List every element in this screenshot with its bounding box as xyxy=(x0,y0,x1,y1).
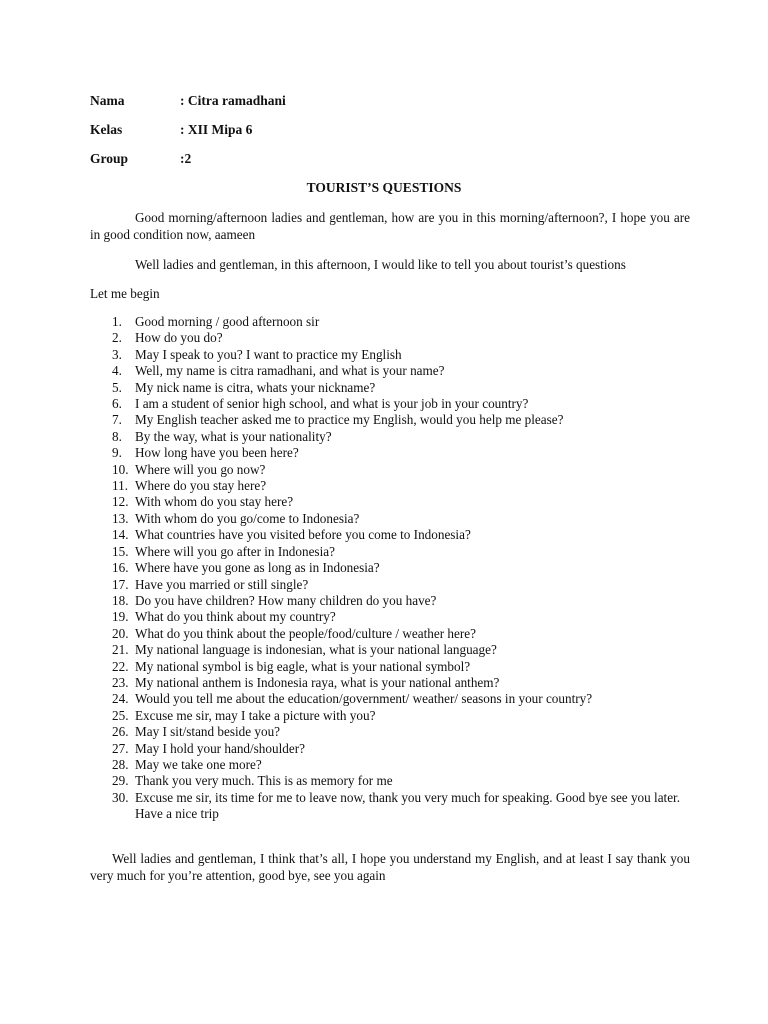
kelas-value: : XII Mipa 6 xyxy=(180,122,253,137)
question-item xyxy=(90,380,690,396)
question-text: I am a student of senior high school, and what is your job in your country? xyxy=(135,396,529,412)
question-text: Where will you go after in Indonesia? xyxy=(135,543,335,559)
question-number: 27. xyxy=(112,740,129,756)
question-item xyxy=(90,544,690,560)
question-item xyxy=(90,314,690,330)
question-text: May I sit/stand beside you? xyxy=(135,724,281,740)
question-item xyxy=(90,626,690,642)
question-item xyxy=(90,511,690,527)
question-item xyxy=(90,773,690,789)
question-text: What do you think about the people/food/culture / weather here? xyxy=(135,625,476,641)
question-item xyxy=(90,494,690,510)
question-number: 28. xyxy=(112,756,129,772)
intro-paragraph-1 xyxy=(90,210,690,243)
question-item xyxy=(90,445,690,461)
question-text: Have you married or still single? xyxy=(135,576,309,592)
question-text: Where have you gone as long as in Indonesia? xyxy=(135,560,380,576)
question-list xyxy=(90,314,690,823)
question-number: 16. xyxy=(112,560,129,576)
question-text: What do you think about my country? xyxy=(135,609,336,625)
question-number: 29. xyxy=(112,773,129,789)
question-number: 14. xyxy=(112,527,129,543)
question-item xyxy=(90,675,690,691)
group-value: :2 xyxy=(180,151,192,166)
question-number: 19. xyxy=(112,609,129,625)
question-item xyxy=(90,429,690,445)
question-text: Well, my name is citra ramadhani, and what is your name? xyxy=(135,363,445,379)
question-number: 4. xyxy=(112,363,122,379)
question-text: May I speak to you? I want to practice my English xyxy=(135,346,402,362)
nama-label: Nama xyxy=(90,93,125,108)
question-text: My English teacher asked me to practice my English, would you help me please? xyxy=(135,412,564,428)
question-item xyxy=(90,412,690,428)
question-item xyxy=(90,642,690,658)
question-text: Where will you go now? xyxy=(135,461,266,477)
question-number: 20. xyxy=(112,625,129,641)
nama-field xyxy=(90,93,286,109)
question-text: Thank you very much. This is as memory for me xyxy=(135,773,393,789)
question-number: 7. xyxy=(112,412,122,428)
question-number: 30. xyxy=(112,789,129,805)
question-item xyxy=(90,724,690,740)
question-text: Excuse me sir, may I take a picture with you? xyxy=(135,707,376,723)
question-item xyxy=(90,363,690,379)
question-item xyxy=(90,741,690,757)
closing-text: Well ladies and gentleman, I think that’s all, I hope you understand my English, and at least I say thank you very much for you’re attention, good bye, see you again xyxy=(90,851,690,883)
question-text: My national language is indonesian, what is your national language? xyxy=(135,642,497,658)
document-title: TOURIST’S QUESTIONS xyxy=(306,180,462,195)
group-label: Group xyxy=(90,151,129,166)
closing-paragraph xyxy=(90,851,690,884)
question-number: 24. xyxy=(112,691,129,707)
question-text: How do you do? xyxy=(135,330,223,346)
question-item xyxy=(90,330,690,346)
question-item xyxy=(90,462,690,478)
question-item xyxy=(90,478,690,494)
question-text: My national symbol is big eagle, what is your national symbol? xyxy=(135,658,471,674)
question-item xyxy=(90,593,690,609)
question-item xyxy=(90,790,690,823)
question-text: Would you tell me about the education/government/ weather/ seasons in your country? xyxy=(135,691,593,707)
question-number: 15. xyxy=(112,543,129,559)
question-number: 13. xyxy=(112,510,129,526)
question-number: 12. xyxy=(112,494,129,510)
question-item xyxy=(90,396,690,412)
question-text: How long have you been here? xyxy=(135,445,299,461)
intro-paragraph-2 xyxy=(90,257,690,274)
question-number: 2. xyxy=(112,330,122,346)
question-item xyxy=(90,609,690,625)
question-item xyxy=(90,708,690,724)
question-item xyxy=(90,691,690,707)
question-text: May we take one more? xyxy=(135,756,262,772)
question-text: My national anthem is Indonesia raya, what is your national anthem? xyxy=(135,674,500,690)
question-number: 9. xyxy=(112,445,122,461)
let-me-begin: Let me begin xyxy=(90,286,160,301)
question-number: 26. xyxy=(112,724,129,740)
question-number: 6. xyxy=(112,396,122,412)
kelas-field xyxy=(90,122,252,138)
intro-text-2: Well ladies and gentleman, in this afternoon, I would like to tell you about tourist’s questions xyxy=(135,257,626,272)
question-number: 8. xyxy=(112,428,122,444)
question-number: 25. xyxy=(112,707,129,723)
group-field xyxy=(90,151,191,167)
question-number: 5. xyxy=(112,379,122,395)
question-number: 11. xyxy=(112,478,128,494)
question-number: 17. xyxy=(112,576,129,592)
question-number: 21. xyxy=(112,642,129,658)
question-item xyxy=(90,527,690,543)
question-text: What countries have you visited before you come to Indonesia? xyxy=(135,527,471,543)
question-item xyxy=(90,577,690,593)
question-item xyxy=(90,347,690,363)
question-text: By the way, what is your nationality? xyxy=(135,428,332,444)
nama-value: : Citra ramadhani xyxy=(180,93,286,108)
question-text: With whom do you stay here? xyxy=(135,494,294,510)
kelas-label: Kelas xyxy=(90,122,123,137)
question-text: My nick name is citra, whats your nickname? xyxy=(135,379,376,395)
question-text: Do you have children? How many children do you have? xyxy=(135,592,437,608)
question-number: 23. xyxy=(112,674,129,690)
question-item xyxy=(90,757,690,773)
intro-text-1: Good morning/afternoon ladies and gentleman, how are you in this morning/afternoon?, I hope you are in good condition now, aameen xyxy=(90,210,690,242)
question-number: 10. xyxy=(112,461,129,477)
question-text: Excuse me sir, its time for me to leave now, thank you very much for speaking. Good bye see you later. Have a nice trip xyxy=(135,789,681,822)
question-text: With whom do you go/come to Indonesia? xyxy=(135,510,360,526)
question-number: 3. xyxy=(112,346,122,362)
question-item xyxy=(90,560,690,576)
question-number: 18. xyxy=(112,592,129,608)
question-number: 1. xyxy=(112,314,122,329)
question-text: May I hold your hand/shoulder? xyxy=(135,740,305,756)
question-number: 22. xyxy=(112,658,129,674)
question-text: Where do you stay here? xyxy=(135,478,267,494)
question-text: Good morning / good afternoon sir xyxy=(135,314,320,329)
question-item xyxy=(90,659,690,675)
